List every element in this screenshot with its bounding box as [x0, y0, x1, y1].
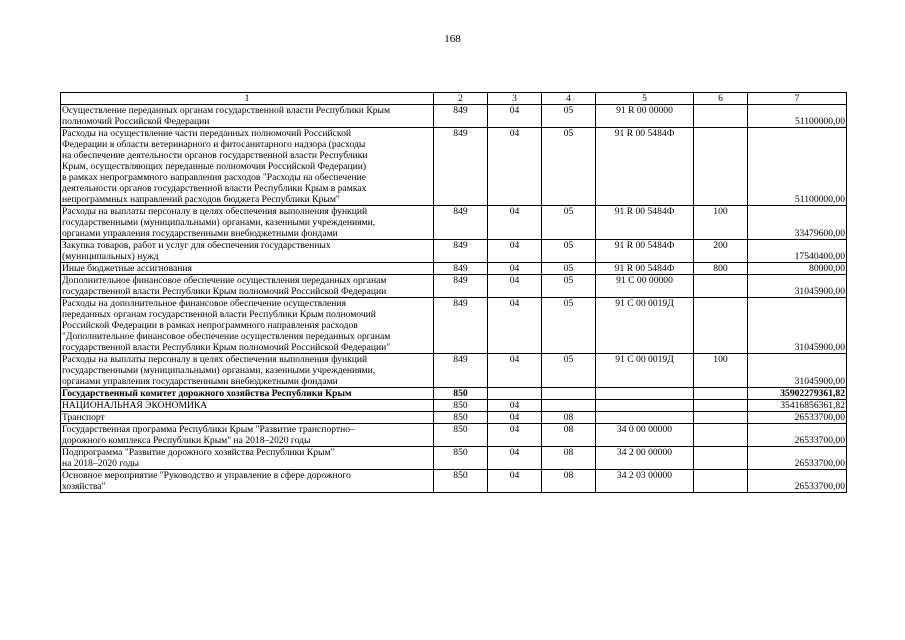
description-cell: Расходы на осуществление части переданных полномочий Российской Федерации в области ветеринарного и фитосанитарного надзора (расходы на обеспечение деятельности органов государственной власти Республики Крым, осуществляющих переданные полномочия Российской Федерации) в рамках непрограммного направления расходов "Расходы на обеспечение деятельности органов государственной власти Республики Крым в рамках непрограммных направлений расходов бюджета Республики Крым"	[61, 128, 434, 206]
table-row	[61, 263, 847, 275]
code-cell-2: 850	[434, 424, 488, 447]
code-cell-5: 91 R 00 5484Ф	[596, 128, 694, 206]
code-cell-4: 08	[542, 412, 596, 424]
amount-cell: 80000,00	[748, 263, 847, 275]
description-cell: Дополнительное финансовое обеспечение осуществления переданных органам государственной власти Республики Крым полномочий Российской Федерации	[61, 275, 434, 298]
code-cell-2: 849	[434, 354, 488, 388]
code-cell-2: 850	[434, 400, 488, 412]
code-cell-6	[694, 298, 748, 354]
table-row	[61, 424, 847, 447]
code-cell-5: 91 R 00 5484Ф	[596, 263, 694, 275]
code-cell-3: 04	[488, 354, 542, 388]
description-cell: Расходы на выплаты персоналу в целях обеспечения выполнения функций государственными (муниципальными) органами, казенными учреждениями, органами управления государственными внебюджетными фондами	[61, 206, 434, 240]
header-cell-2: 2	[434, 93, 488, 105]
code-cell-6: 100	[694, 354, 748, 388]
table-row	[61, 470, 847, 493]
code-cell-4: 05	[542, 240, 596, 263]
code-cell-4: 05	[542, 298, 596, 354]
description-cell: Осуществление переданных органам государственной власти Республики Крым полномочий Российской Федерации	[61, 105, 434, 128]
amount-cell: 26533700,00	[748, 424, 847, 447]
description-cell: Закупка товаров, работ и услуг для обеспечения государственных (муниципальных) нужд	[61, 240, 434, 263]
code-cell-3: 04	[488, 206, 542, 240]
code-cell-3: 04	[488, 470, 542, 493]
code-cell-2: 849	[434, 206, 488, 240]
code-cell-2: 849	[434, 105, 488, 128]
code-cell-3: 04	[488, 298, 542, 354]
page-number: 168	[444, 33, 461, 45]
code-cell-2: 849	[434, 128, 488, 206]
description-cell: Транспорт	[61, 412, 434, 424]
table-row	[61, 400, 847, 412]
code-cell-6	[694, 105, 748, 128]
description-cell: Государственная программа Республики Крым "Развитие транспортно– дорожного комплекса Республики Крым" на 2018–2020 годы	[61, 424, 434, 447]
header-cell-1: 1	[61, 93, 434, 105]
code-cell-4: 05	[542, 105, 596, 128]
code-cell-5: 91 С 00 0019Д	[596, 354, 694, 388]
code-cell-3: 04	[488, 412, 542, 424]
code-cell-4: 05	[542, 354, 596, 388]
code-cell-5: 34 2 03 00000	[596, 470, 694, 493]
code-cell-4: 05	[542, 206, 596, 240]
code-cell-6: 200	[694, 240, 748, 263]
code-cell-2: 849	[434, 240, 488, 263]
description-cell: Государственный комитет дорожного хозяйства Республики Крым	[61, 388, 434, 400]
code-cell-4: 08	[542, 470, 596, 493]
table-row	[61, 275, 847, 298]
description-cell: Расходы на выплаты персоналу в целях обеспечения выполнения функций государственными (муниципальными) органами, казенными учреждениями, органами управления государственными внебюджетными фондами	[61, 354, 434, 388]
code-cell-6	[694, 388, 748, 400]
amount-cell: 26533700,00	[748, 412, 847, 424]
header-cell-3: 3	[488, 93, 542, 105]
code-cell-6	[694, 275, 748, 298]
amount-cell: 26533700,00	[748, 447, 847, 470]
code-cell-5: 91 R 00 5484Ф	[596, 240, 694, 263]
code-cell-4: 05	[542, 263, 596, 275]
amount-cell: 35416856361,82	[748, 400, 847, 412]
header-cell-6: 6	[694, 93, 748, 105]
code-cell-3: 04	[488, 105, 542, 128]
code-cell-6: 100	[694, 206, 748, 240]
code-cell-5	[596, 412, 694, 424]
code-cell-4	[542, 400, 596, 412]
amount-cell: 35902279361,82	[748, 388, 847, 400]
code-cell-3: 04	[488, 424, 542, 447]
code-cell-4: 05	[542, 128, 596, 206]
code-cell-5: 91 R 00 5484Ф	[596, 206, 694, 240]
code-cell-2: 850	[434, 388, 488, 400]
code-cell-2: 850	[434, 447, 488, 470]
code-cell-6	[694, 470, 748, 493]
table-row	[61, 128, 847, 206]
header-cell-7: 7	[748, 93, 847, 105]
amount-cell: 31045900,00	[748, 354, 847, 388]
table-row	[61, 447, 847, 470]
code-cell-5: 34 0 00 00000	[596, 424, 694, 447]
code-cell-4: 08	[542, 424, 596, 447]
amount-cell: 31045900,00	[748, 298, 847, 354]
code-cell-5	[596, 388, 694, 400]
code-cell-3: 04	[488, 128, 542, 206]
code-cell-6	[694, 424, 748, 447]
code-cell-3	[488, 388, 542, 400]
code-cell-6	[694, 400, 748, 412]
code-cell-6: 800	[694, 263, 748, 275]
code-cell-4: 08	[542, 447, 596, 470]
code-cell-5: 34 2 00 00000	[596, 447, 694, 470]
code-cell-3: 04	[488, 400, 542, 412]
code-cell-3: 04	[488, 275, 542, 298]
amount-cell: 26533700,00	[748, 470, 847, 493]
description-cell: Иные бюджетные ассигнования	[61, 263, 434, 275]
code-cell-5: 91 С 00 0019Д	[596, 298, 694, 354]
table-row	[61, 240, 847, 263]
code-cell-3: 04	[488, 240, 542, 263]
code-cell-6	[694, 412, 748, 424]
description-cell: НАЦИОНАЛЬНАЯ ЭКОНОМИКА	[61, 400, 434, 412]
table-row	[61, 206, 847, 240]
code-cell-5: 91 С 00 00000	[596, 275, 694, 298]
table-row	[61, 105, 847, 128]
description-cell: Основное мероприятие "Руководство и управление в сфере дорожного хозяйства"	[61, 470, 434, 493]
code-cell-2: 850	[434, 412, 488, 424]
table-row	[61, 298, 847, 354]
header-cell-5: 5	[596, 93, 694, 105]
code-cell-2: 849	[434, 263, 488, 275]
table-row	[61, 388, 847, 400]
description-cell: Подпрограмма "Развитие дорожного хозяйства Республики Крым" на 2018–2020 годы	[61, 447, 434, 470]
code-cell-2: 849	[434, 298, 488, 354]
code-cell-2: 849	[434, 275, 488, 298]
code-cell-6	[694, 128, 748, 206]
code-cell-6	[694, 447, 748, 470]
code-cell-2: 850	[434, 470, 488, 493]
amount-cell: 33479600,00	[748, 206, 847, 240]
code-cell-5: 91 R 00 00000	[596, 105, 694, 128]
amount-cell: 51100000,00	[748, 105, 847, 128]
code-cell-3: 04	[488, 263, 542, 275]
header-row	[61, 93, 847, 105]
header-cell-4: 4	[542, 93, 596, 105]
table-row	[61, 412, 847, 424]
amount-cell: 31045900,00	[748, 275, 847, 298]
amount-cell: 17540400,00	[748, 240, 847, 263]
amount-cell: 51100000,00	[748, 128, 847, 206]
table-row	[61, 354, 847, 388]
code-cell-5	[596, 400, 694, 412]
code-cell-3: 04	[488, 447, 542, 470]
description-cell: Расходы на дополнительное финансовое обеспечение осуществления переданных органам государственной власти Республики Крым полномочий Российской Федерации в рамках непрограммного направления расходов "Дополнительное финансовое обеспечение осуществления переданных органам государственной власти Республики Крым полномочий Российской Федерации"	[61, 298, 434, 354]
code-cell-4: 05	[542, 275, 596, 298]
budget-table	[60, 92, 847, 493]
code-cell-4	[542, 388, 596, 400]
